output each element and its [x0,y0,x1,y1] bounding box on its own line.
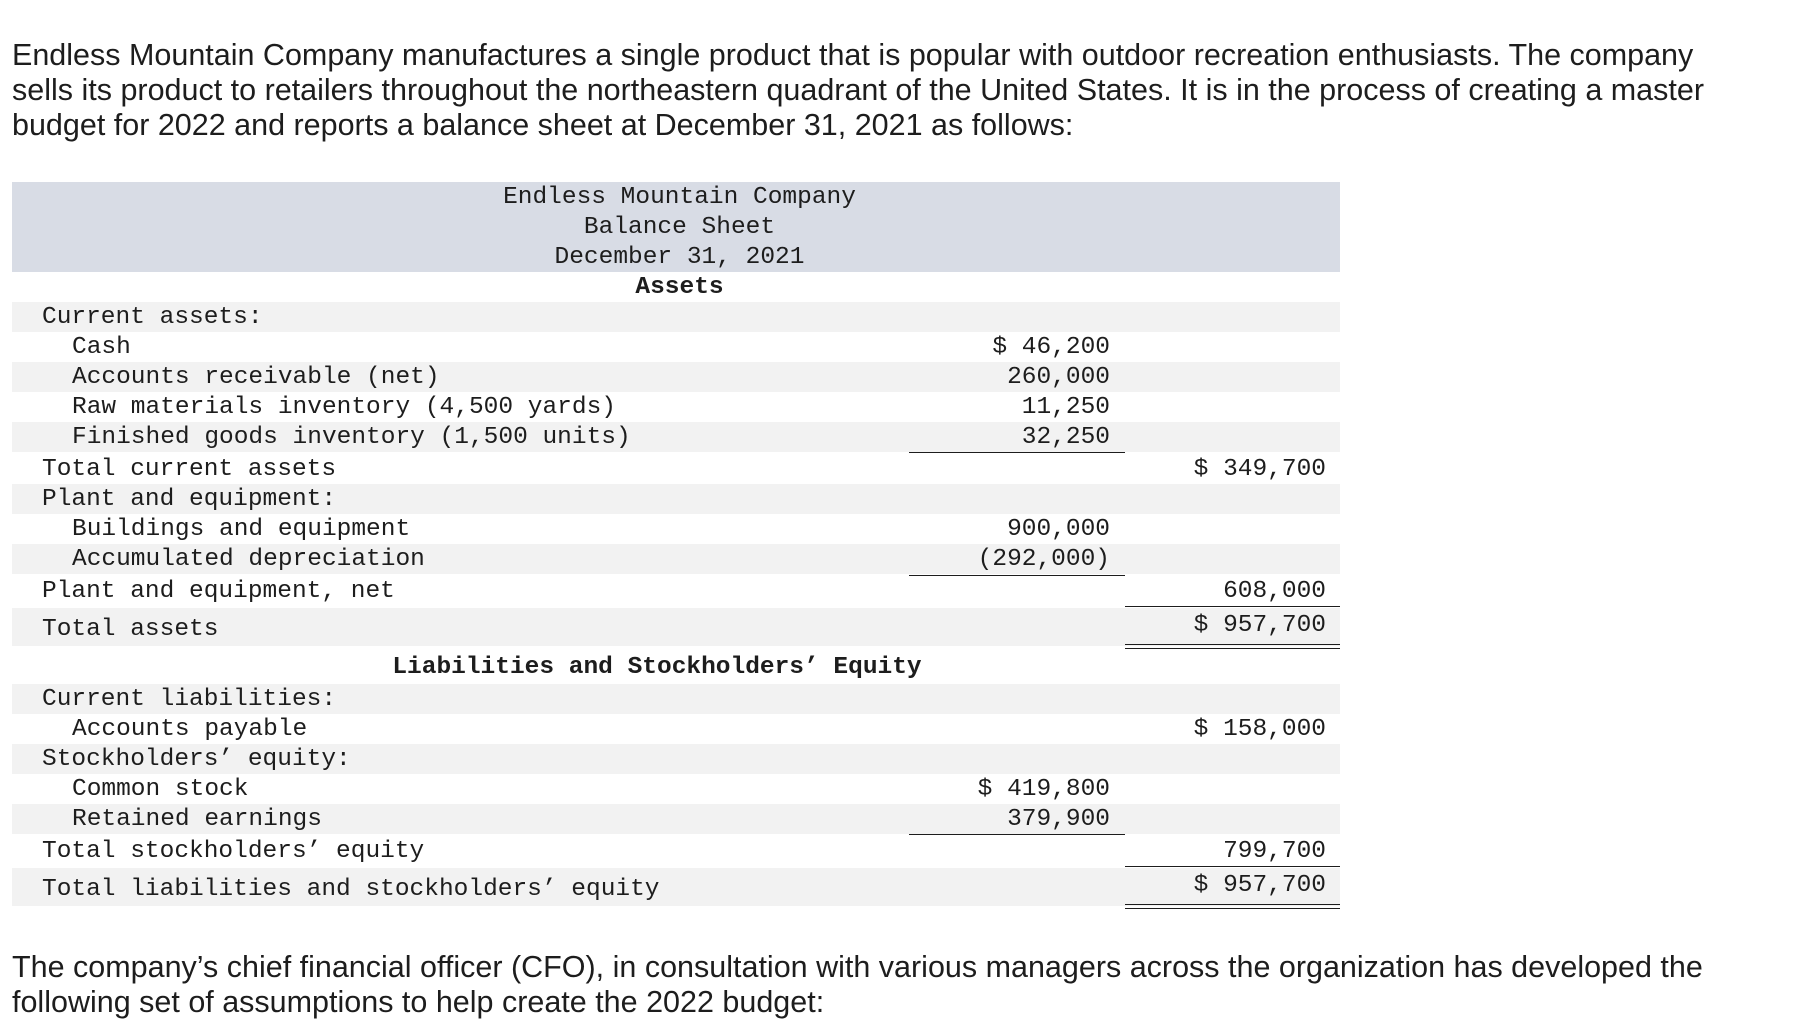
total-assets-label: Total assets [42,616,219,643]
retained-earnings-amount: 379,900 [1007,806,1110,833]
current-assets-row [12,302,1340,332]
balance-sheet [12,182,1340,903]
plant-net-amount: 608,000 [1223,578,1326,605]
cash-amount: $ 46,200 [992,334,1110,361]
raw-materials-row [12,392,1340,422]
statement-date: December 31, 2021 [554,244,805,271]
stockholders-equity-row [12,744,1340,774]
accounts-receivable-row [12,362,1340,392]
common-stock-amount: $ 419,800 [977,776,1110,803]
total-assets-row [12,608,1340,646]
total-assets-amount: $ 957,700 [1193,612,1326,639]
finished-goods-label: Finished goods inventory (1,500 units) [72,424,631,451]
current-liabilities-label: Current liabilities: [42,686,337,713]
raw-materials-label: Raw materials inventory (4,500 yards) [72,394,616,421]
plant-net-label: Plant and equipment, net [42,578,395,605]
total-equity-label: Total stockholders’ equity [42,838,425,865]
buildings-row [12,514,1340,544]
stockholders-equity-label: Stockholders’ equity: [42,746,351,773]
plant-net-row [12,576,1340,606]
current-assets-label: Current assets: [42,304,263,331]
company-name: Endless Mountain Company [503,184,856,211]
buildings-label: Buildings and equipment [72,516,411,543]
total-liabilities-equity-row [12,868,1340,906]
total-liabilities-equity-amount: $ 957,700 [1193,872,1326,899]
total-equity-amount: 799,700 [1223,838,1326,865]
clipped-previous-line [0,0,1794,8]
cash-row [12,332,1340,362]
retained-earnings-row [12,804,1340,834]
plant-equipment-label: Plant and equipment: [42,486,337,513]
subtotal-rule [1125,606,1340,607]
accumulated-depreciation-amount: (292,000) [977,546,1110,573]
current-liabilities-row [12,684,1340,714]
total-equity-row [12,836,1340,866]
intro-paragraph: Endless Mountain Company manufactures a single product that is popular with outdoor recreation enthusiasts. The company sells its product to retailers throughout the northeastern quadrant of the United States. It is in the process of creating a master budget for 2022 and reports a balance sheet at December 31, 2021 as follows: [12,38,1704,142]
assets-heading: Assets [635,274,724,301]
statement-title: Balance Sheet [583,214,776,241]
finished-goods-row [12,422,1340,452]
accounts-payable-label: Accounts payable [72,716,308,743]
accounts-receivable-amount: 260,000 [1007,364,1110,391]
total-double-rule [1125,904,1340,909]
total-liabilities-equity-label: Total liabilities and stockholders’ equity [42,876,660,903]
subtotal-rule [909,834,1125,835]
accounts-payable-row [12,714,1340,744]
raw-materials-amount: 11,250 [1021,394,1110,421]
buildings-amount: 900,000 [1007,516,1110,543]
plant-equipment-row [12,484,1340,514]
accumulated-depreciation-label: Accumulated depreciation [72,546,425,573]
common-stock-label: Common stock [72,776,249,803]
finished-goods-amount: 32,250 [1021,424,1110,451]
total-current-assets-amount: $ 349,700 [1193,456,1326,483]
subtotal-rule [1125,866,1340,867]
common-stock-row [12,774,1340,804]
accounts-payable-amount: $ 158,000 [1193,716,1326,743]
liabilities-heading: Liabilities and Stockholders’ Equity [392,654,922,681]
retained-earnings-label: Retained earnings [72,806,322,833]
outro-paragraph: The company’s chief financial officer (CFO), in consultation with various managers across the organization has developed the following set of assumptions to help create the 2022 budget: [12,950,1703,1019]
total-double-rule [1125,644,1340,649]
accumulated-depreciation-row [12,544,1340,574]
total-current-assets-label: Total current assets [42,456,337,483]
cash-label: Cash [72,334,131,361]
total-current-assets-row [12,454,1340,484]
subtotal-rule [909,452,1125,453]
balance-sheet-header [12,182,1340,272]
accounts-receivable-label: Accounts receivable (net) [72,364,440,391]
